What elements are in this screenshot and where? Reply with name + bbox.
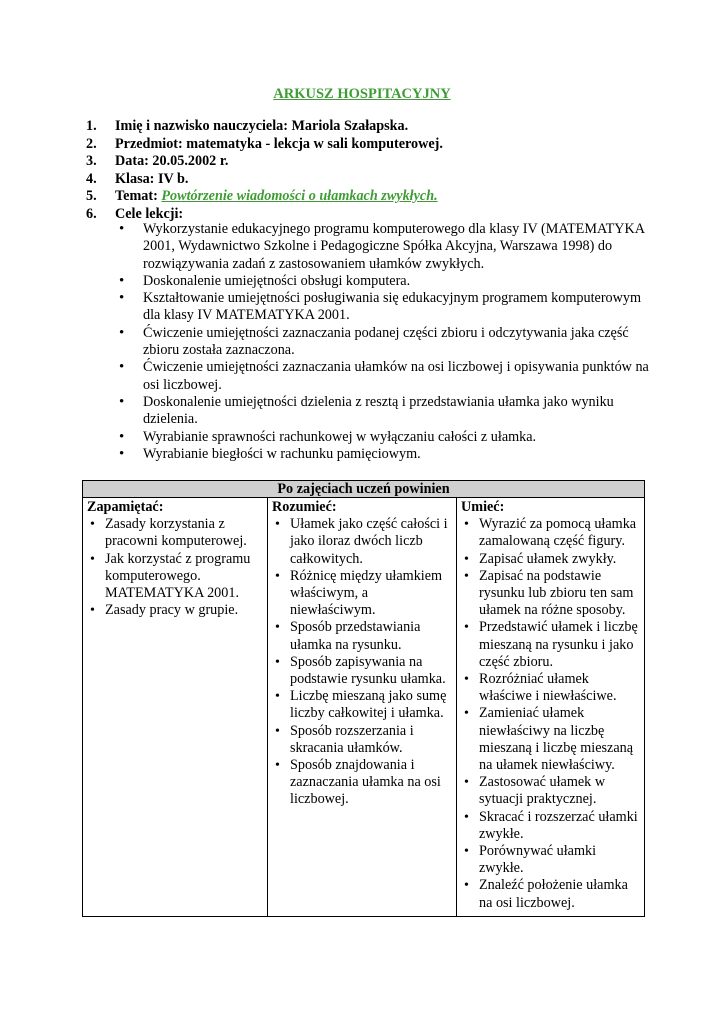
goal-item: • Wyrabianie sprawności rachunkowej w wyłączaniu całości z ułamka.	[117, 429, 652, 446]
info-text: Cele lekcji:	[115, 205, 184, 222]
topic-label: Temat	[115, 188, 154, 205]
column-title: Umieć:	[461, 499, 505, 515]
outcome-item: • Rozróżniać ułamek właściwe i niewłaściwe.	[461, 671, 641, 705]
goal-item: • Wyrabianie biegłości w rachunku pamięciowym.	[117, 446, 652, 463]
info-item-class	[86, 171, 646, 189]
outcome-item: • Zamieniać ułamek niewłaściwy na liczbę mieszaną i liczbę mieszaną na ułamek niewłaściwy.	[461, 705, 641, 774]
outcome-item: • Jak korzystać z programu komputerowego. MATEMATYKA 2001.	[87, 551, 264, 603]
table-header: Po zajęciach uczeń powinien	[83, 481, 645, 498]
topic-separator: :	[153, 188, 162, 205]
outcome-item: • Zastosować ułamek w sytuacji praktycznej.	[461, 774, 641, 808]
outcome-list	[272, 516, 453, 808]
column-remember	[83, 498, 268, 917]
outcome-list	[87, 516, 264, 619]
topic-link[interactable]: Powtórzenie wiadomości o ułamkach zwykłych.	[161, 188, 438, 205]
info-item-teacher	[86, 118, 646, 136]
column-understand	[268, 498, 457, 917]
outcome-item: • Różnicę między ułamkiem właściwym, a niewłaściwym.	[272, 568, 453, 620]
goal-item: • Doskonalenie umiejętności dzielenia z resztą i przedstawiania ułamka jako wyniku dzielenia.	[117, 394, 652, 429]
column-title: Zapamiętać:	[87, 499, 164, 515]
info-item-date	[86, 153, 646, 171]
outcome-item: • Liczbę mieszaną jako sumę liczby całkowitej i ułamka.	[272, 688, 453, 722]
outcome-item: • Sposób zapisywania na podstawie rysunku ułamka.	[272, 654, 453, 688]
outcome-item: • Skracać i rozszerzać ułamki zwykłe.	[461, 809, 641, 843]
info-number: 2.	[86, 135, 97, 152]
info-item-topic	[86, 188, 646, 206]
goal-item: • Doskonalenie umiejętności obsługi komputera.	[117, 273, 652, 290]
info-number: 1.	[86, 118, 97, 134]
page-title: ARKUSZ HOSPITACYJNY	[273, 86, 451, 102]
info-text: Data: 20.05.2002 r.	[115, 153, 229, 170]
info-number: 4.	[86, 170, 97, 187]
outcome-item: • Ułamek jako część całości i jako iloraz dwóch liczb całkowitych.	[272, 516, 453, 568]
outcome-item: • Sposób przedstawiania ułamka na rysunku.	[272, 619, 453, 653]
outcome-item: • Zapisać na podstawie rysunku lub zbioru ten sam ułamek na różne sposoby.	[461, 568, 641, 620]
info-text: Przedmiot: matematyka - lekcja w sali komputerowej.	[115, 135, 443, 152]
outcome-item: • Zapisać ułamek zwykły.	[461, 551, 641, 568]
outcome-item: • Przedstawić ułamek i liczbę mieszaną na rysunku i jako część zbioru.	[461, 619, 641, 671]
lesson-info-list	[86, 118, 646, 224]
learning-outcomes-table	[82, 480, 645, 917]
info-item-subject	[86, 136, 646, 154]
goal-item: • Ćwiczenie umiejętności zaznaczania ułamków na osi liczbowej i opisywania punktów na osi liczbowej.	[117, 359, 652, 394]
outcome-item: • Znaleźć położenie ułamka na osi liczbowej.	[461, 877, 641, 911]
info-number: 6.	[86, 205, 97, 222]
lesson-goals-list	[117, 221, 652, 463]
outcome-item: • Porównywać ułamki zwykłe.	[461, 843, 641, 877]
info-text: Imię i nazwisko nauczyciela: Mariola Szałapska.	[115, 118, 409, 134]
column-title: Rozumieć:	[272, 499, 337, 515]
goal-item: • Wykorzystanie edukacyjnego programu komputerowego dla klasy IV (MATEMATYKA 2001, Wydawnictwo Szkolne i Pedagogiczne Spółka Akcyjna, Warszawa 1998) do rozwiązywania zadań z zastosowaniem ułamków zwykłych.	[117, 221, 652, 273]
column-able-to	[457, 498, 645, 917]
outcome-item: • Sposób rozszerzania i skracania ułamków.	[272, 723, 453, 757]
outcome-item: • Zasady korzystania z pracowni komputerowej.	[87, 516, 264, 550]
goal-item: • Ćwiczenie umiejętności zaznaczania podanej części zbioru i odczytywania jaka część zbioru została zaznaczona.	[117, 325, 652, 360]
outcome-item: • Sposób znajdowania i zaznaczania ułamka na osi liczbowej.	[272, 757, 453, 809]
info-text: Klasa: IV b.	[115, 170, 189, 187]
info-number: 5.	[86, 188, 97, 205]
outcome-list	[461, 516, 641, 912]
info-number: 3.	[86, 153, 97, 170]
outcome-item: • Wyrazić za pomocą ułamka zamalowaną część figury.	[461, 516, 641, 550]
goal-item: • Kształtowanie umiejętności posługiwania się edukacyjnym programem komputerowym dla klasy IV MATEMATYKA 2001.	[117, 290, 652, 325]
outcome-item: • Zasady pracy w grupie.	[87, 602, 264, 619]
